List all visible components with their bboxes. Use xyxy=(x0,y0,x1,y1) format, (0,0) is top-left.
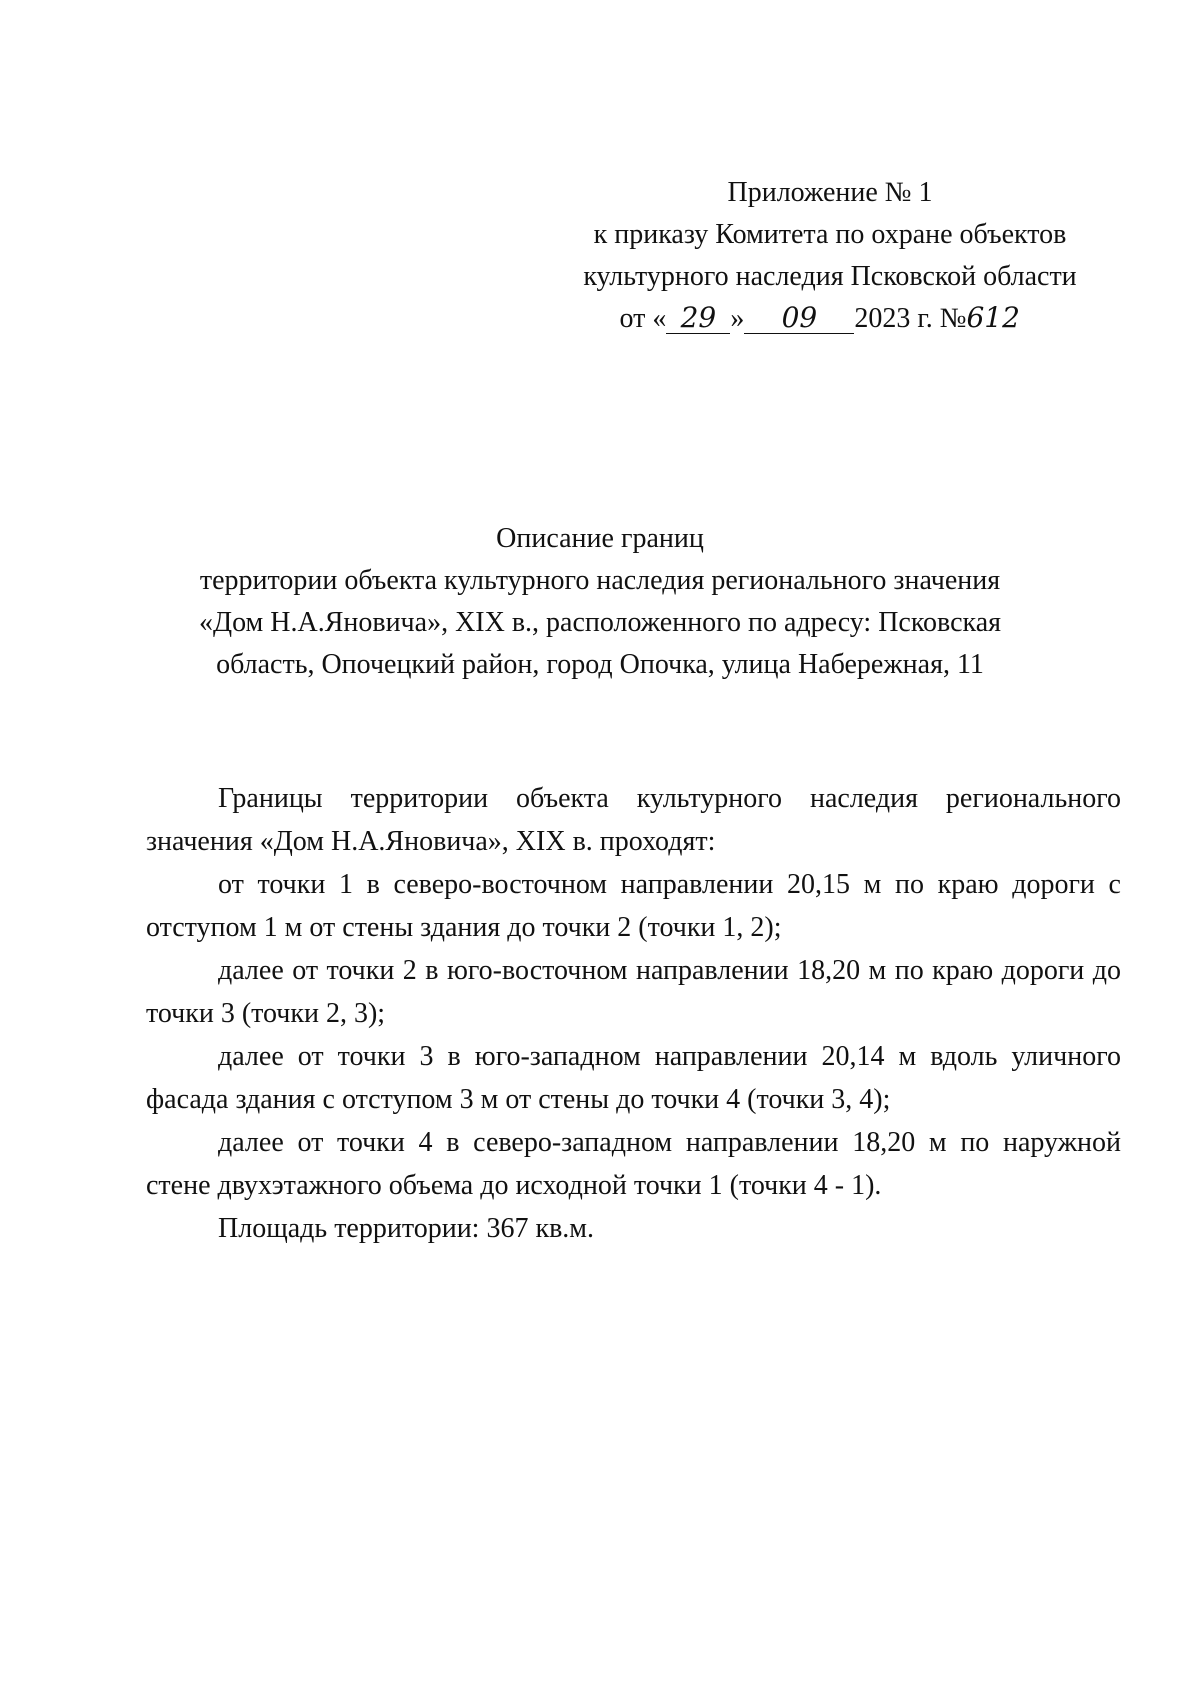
document-body xyxy=(146,777,1121,1250)
appendix-committee: культурного наследия Псковской области xyxy=(583,261,1077,292)
paragraph-intro: Границы территории объекта культурного наследия регионального значения «Дом Н.А.Яновича», XIX в. проходят: xyxy=(146,783,1121,857)
paragraph-area: Площадь территории: 367 кв.м. xyxy=(218,1213,595,1244)
date-mid: » xyxy=(730,303,745,334)
appendix-date-line xyxy=(540,298,1120,340)
title-line-4: область, Опочецкий район, город Опочка, улица Набережная, 11 xyxy=(216,649,984,680)
date-day-handwritten: 29 xyxy=(666,303,730,334)
paragraph-segment-4: далее от точки 4 в северо-западном направлении 18,20 м по наружной стене двухэтажного объема до исходной точки 1 (точки 4 - 1). xyxy=(146,1127,1121,1201)
appendix-header xyxy=(540,172,1120,340)
title-line-1: Описание границ xyxy=(496,523,704,554)
appendix-title: Приложение № 1 xyxy=(727,177,933,208)
title-line-3: «Дом Н.А.Яновича», XIX в., расположенного по адресу: Псковская xyxy=(198,607,1002,638)
appendix-order-ref: к приказу Комитета по охране объектов xyxy=(593,219,1067,250)
title-line-2: территории объекта культурного наследия регионального значения xyxy=(199,565,1001,596)
paragraph-segment-3: далее от точки 3 в юго-западном направлении 20,14 м вдоль уличного фасада здания с отступом 3 м от стены до точки 4 (точки 3, 4); xyxy=(146,1041,1121,1115)
date-month-handwritten: 09 xyxy=(744,303,854,334)
order-number-handwritten: 612 xyxy=(966,301,1020,334)
document-title xyxy=(100,518,1100,686)
date-year: 2023 г. № xyxy=(854,303,967,334)
date-prefix: от « xyxy=(619,303,667,334)
paragraph-segment-2: далее от точки 2 в юго-восточном направлении 18,20 м по краю дороги до точки 3 (точки 2, 3); xyxy=(146,955,1121,1029)
paragraph-segment-1: от точки 1 в северо-восточном направлении 20,15 м по краю дороги с отступом 1 м от стены здания до точки 2 (точки 1, 2); xyxy=(146,869,1121,943)
